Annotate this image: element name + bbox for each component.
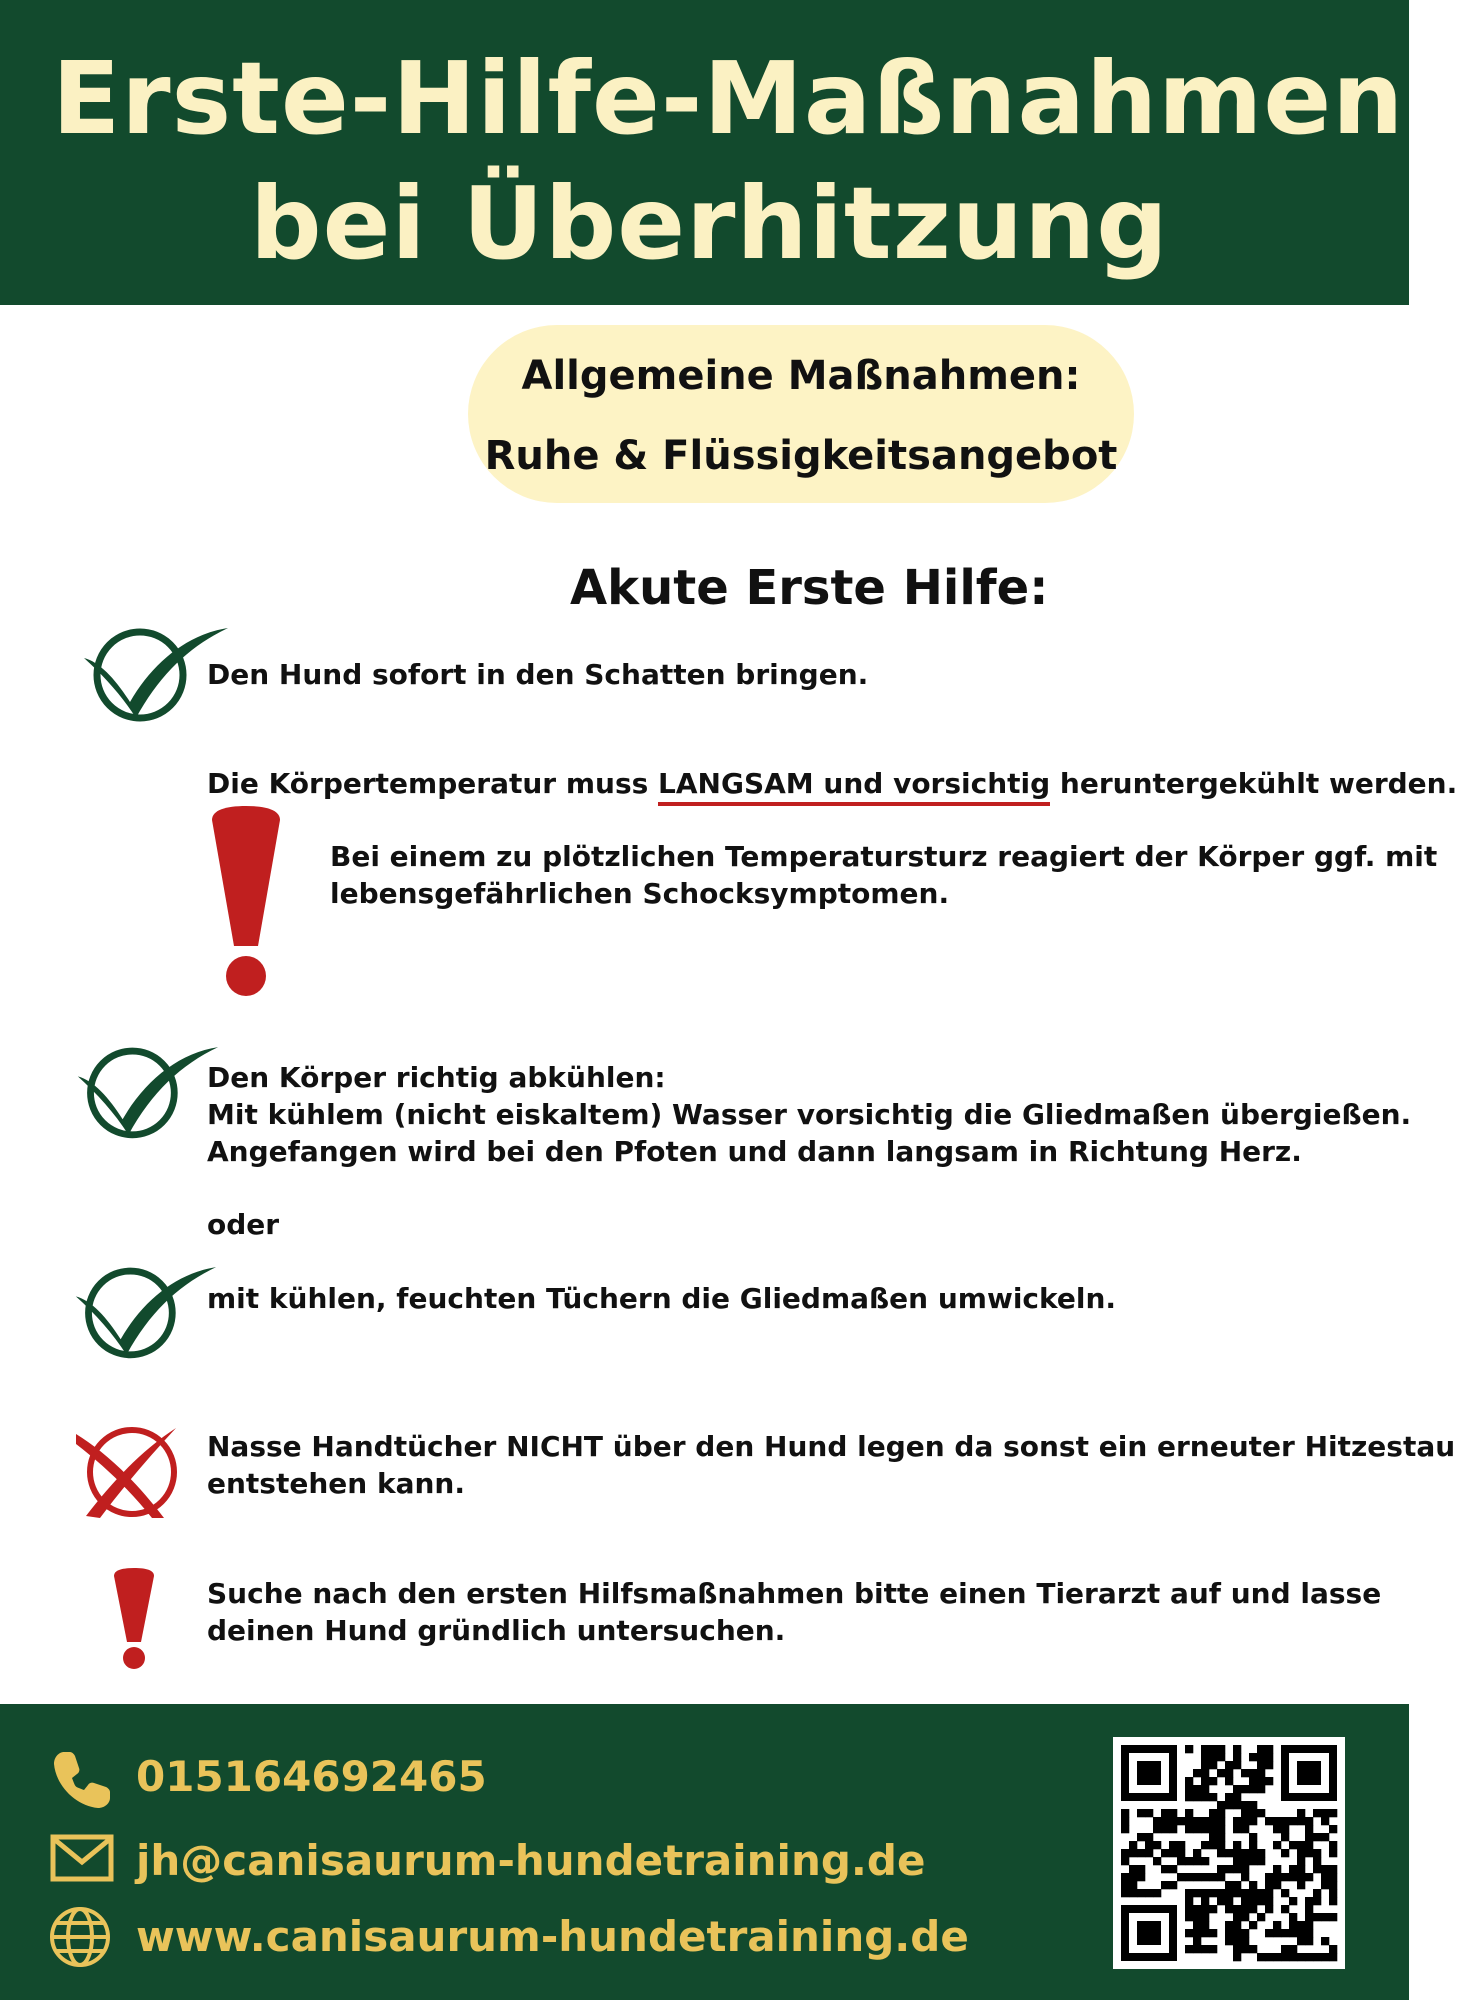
item-temperature-after: heruntergekühlt werden.	[1050, 767, 1457, 800]
exclamation-icon	[206, 806, 286, 998]
emphasis-slowly-carefully: LANGSAM und vorsichtig	[658, 767, 1050, 806]
general-measures-title: Allgemeine Maßnahmen:	[521, 353, 1081, 399]
qr-code-pattern	[1113, 1737, 1345, 1969]
or-label: oder	[207, 1208, 280, 1241]
final-advice-line-2: deinen Hund gründlich untersuchen.	[207, 1614, 786, 1647]
mail-icon	[50, 1834, 114, 1882]
page-title-line-2: bei Überhitzung	[250, 165, 1169, 282]
website-link[interactable]: www.canisaurum-hundetraining.de	[136, 1912, 969, 1961]
item-cool-body-line-2: Mit kühlem (nicht eiskaltem) Wasser vorsichtig die Gliedmaßen übergießen.	[207, 1098, 1412, 1131]
phone-number[interactable]: 015164692465	[136, 1752, 487, 1801]
globe-icon	[48, 1905, 112, 1969]
qr-code[interactable]	[1113, 1737, 1345, 1969]
page-title-line-1: Erste-Hilfe-Maßnahmen	[52, 40, 1405, 157]
warning-shock-line-2: lebensgefährlichen Schocksymptomen.	[330, 877, 950, 910]
item-shade: Den Hund sofort in den Schatten bringen.	[207, 658, 869, 691]
item-temperature	[207, 765, 1457, 802]
general-measures-text: Ruhe & Flüssigkeitsangebot	[484, 433, 1118, 479]
item-cool-body-line-1: Den Körper richtig abkühlen:	[207, 1061, 666, 1094]
final-advice-line-1: Suche nach den ersten Hilfsmaßnahmen bitte einen Tierarzt auf und lasse	[207, 1577, 1382, 1610]
warning-shock-line-1: Bei einem zu plötzlichen Temperatursturz reagiert der Körper ggf. mit	[330, 840, 1438, 873]
item-cool-body-line-3: Angefangen wird bei den Pfoten und dann langsam in Richtung Herz.	[207, 1135, 1302, 1168]
email-link[interactable]: jh@canisaurum-hundetraining.de	[136, 1836, 926, 1885]
acute-first-aid-heading: Akute Erste Hilfe:	[570, 560, 1049, 616]
exclamation-icon	[112, 1568, 156, 1670]
phone-icon	[50, 1748, 114, 1812]
dont-wet-towels-line-1: Nasse Handtücher NICHT über den Hund legen da sonst ein erneuter Hitzestau	[207, 1430, 1456, 1463]
item-wet-cloths: mit kühlen, feuchten Tüchern die Gliedmaßen umwickeln.	[207, 1282, 1117, 1315]
item-temperature-before: Die Körpertemperatur muss	[207, 767, 659, 800]
check-icon	[72, 1040, 222, 1140]
general-measures-box	[468, 325, 1134, 503]
header-banner	[0, 0, 1409, 305]
check-icon	[70, 1260, 220, 1360]
cross-icon	[72, 1420, 184, 1520]
dont-wet-towels-line-2: entstehen kann.	[207, 1467, 465, 1500]
